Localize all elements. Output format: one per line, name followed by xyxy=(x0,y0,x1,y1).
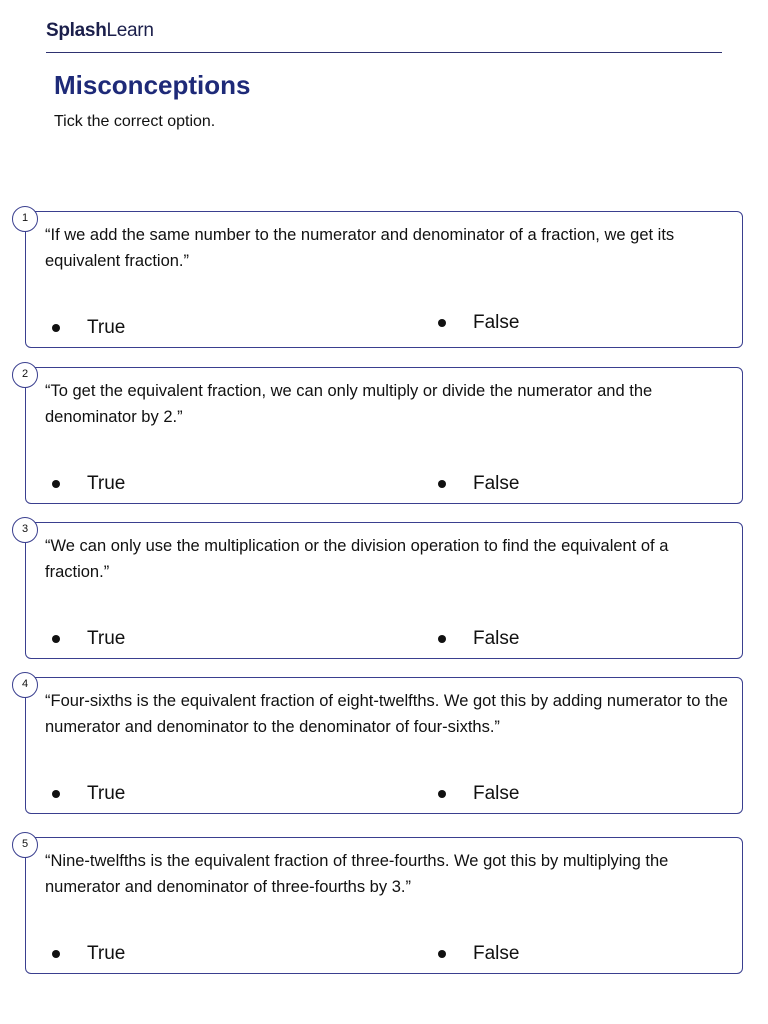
option-true[interactable] xyxy=(48,782,125,806)
option-label: True xyxy=(87,317,126,338)
option-label: False xyxy=(473,943,520,964)
question-text: “We can only use the multiplication or the division operation to find the equivalent of a fraction.” xyxy=(45,537,669,581)
bullet-icon xyxy=(52,950,60,958)
option-true[interactable] xyxy=(48,627,125,651)
option-label: False xyxy=(473,473,520,494)
option-true[interactable] xyxy=(48,472,125,496)
bullet-icon xyxy=(52,324,60,332)
question-card-1 xyxy=(21,211,743,348)
question-text: “If we add the same number to the numerator and denominator of a fraction, we get its equivalent fraction.” xyxy=(45,226,675,270)
bullet-icon xyxy=(438,480,446,488)
header-divider xyxy=(46,52,722,53)
worksheet-instruction: Tick the correct option. xyxy=(54,113,216,130)
question-text: “Four-sixths is the equivalent fraction of eight-twelfths. We got this by adding numerator to the numerator and denominator to the denominator of four-sixths.” xyxy=(45,692,728,736)
question-number-badge: 3 xyxy=(12,517,38,543)
option-label: True xyxy=(87,628,126,649)
option-label: False xyxy=(473,312,520,333)
question-card-2 xyxy=(21,367,743,504)
bullet-icon xyxy=(438,950,446,958)
question-number-badge: 5 xyxy=(12,832,38,858)
question-card-5 xyxy=(21,837,743,974)
bullet-icon xyxy=(52,635,60,643)
question-number-badge: 2 xyxy=(12,362,38,388)
option-false[interactable] xyxy=(434,311,519,335)
worksheet-title: Misconceptions xyxy=(54,70,251,100)
bullet-icon xyxy=(438,319,446,327)
option-false[interactable] xyxy=(434,472,519,496)
question-number-badge: 1 xyxy=(12,206,38,232)
question-text: “To get the equivalent fraction, we can only multiply or divide the numerator and the denominator by 2.” xyxy=(45,382,653,426)
brand-name-light: Learn xyxy=(106,20,154,41)
option-true[interactable] xyxy=(48,316,125,340)
question-card-3 xyxy=(21,522,743,659)
option-label: True xyxy=(87,783,126,804)
option-label: True xyxy=(87,473,126,494)
question-number-badge: 4 xyxy=(12,672,38,698)
bullet-icon xyxy=(438,635,446,643)
brand-name-bold: Splash xyxy=(46,20,107,41)
option-label: False xyxy=(473,628,520,649)
brand-logo xyxy=(46,20,154,42)
question-text: “Nine-twelfths is the equivalent fraction of three-fourths. We got this by multiplying the numerator and denominator of three-fourths by 3.” xyxy=(45,852,669,896)
option-true[interactable] xyxy=(48,942,125,966)
option-false[interactable] xyxy=(434,942,519,966)
option-false[interactable] xyxy=(434,627,519,651)
bullet-icon xyxy=(52,790,60,798)
option-label: True xyxy=(87,943,126,964)
option-false[interactable] xyxy=(434,782,519,806)
bullet-icon xyxy=(438,790,446,798)
option-label: False xyxy=(473,783,520,804)
bullet-icon xyxy=(52,480,60,488)
question-card-4 xyxy=(21,677,743,814)
